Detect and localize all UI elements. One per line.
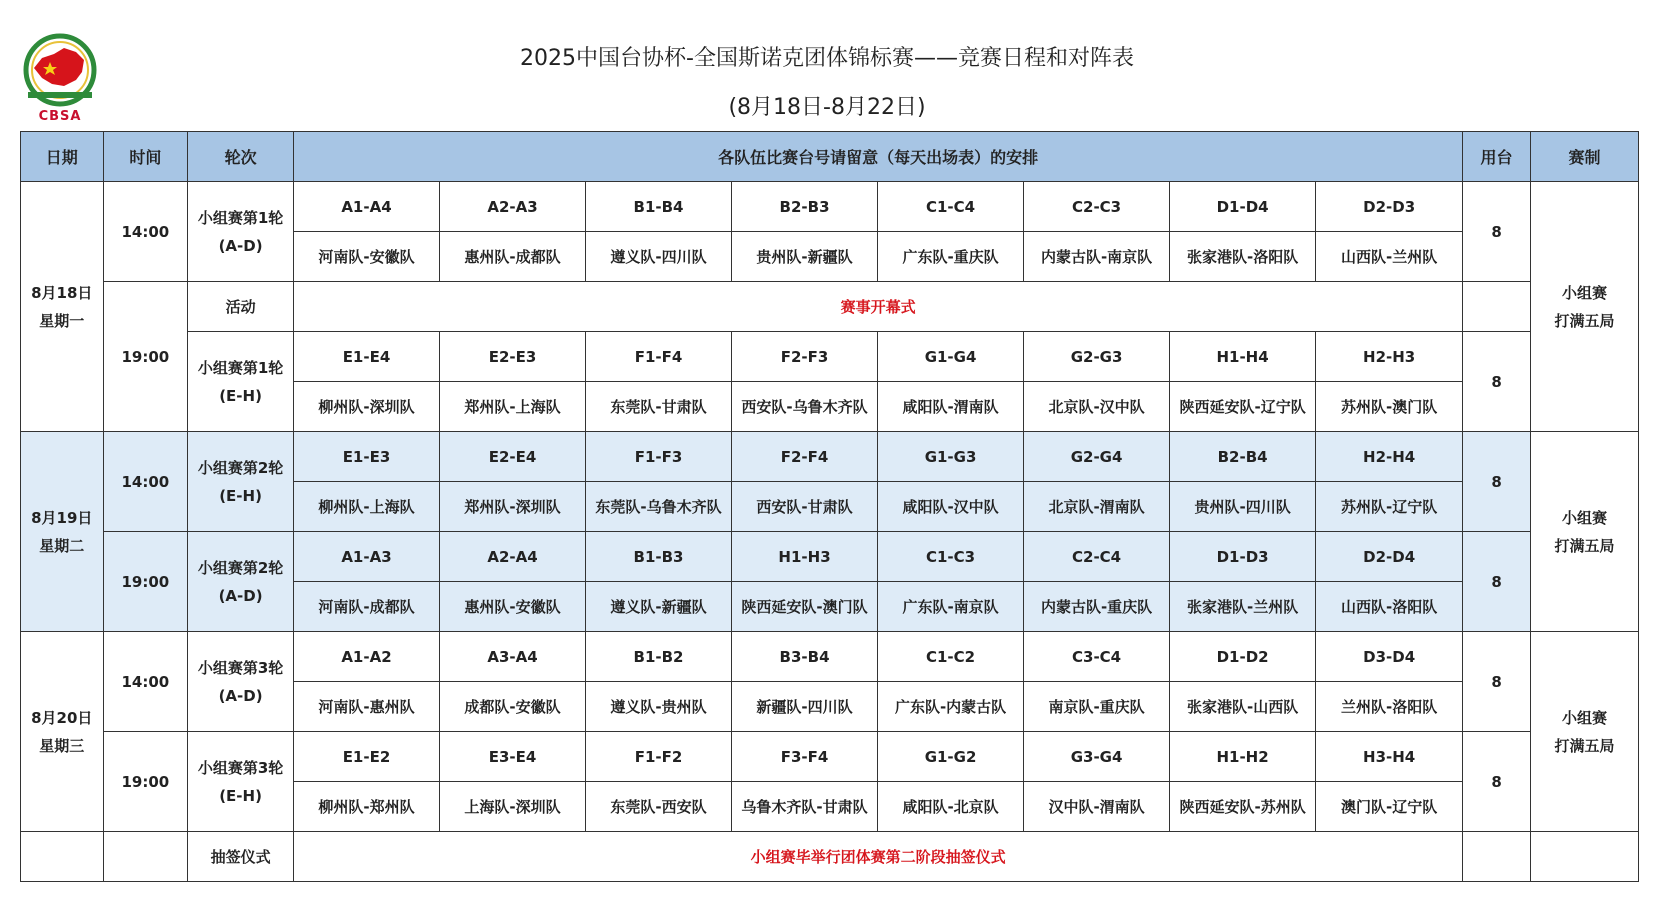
logo-text: CBSA (38, 109, 82, 124)
match-code: C3-C4 (1024, 632, 1170, 682)
day3-session1-groups: (A-D) (218, 686, 263, 705)
match-code: B1-B2 (586, 632, 732, 682)
day1-session2-codes-row (21, 332, 1639, 382)
col-header-arrangement: 各队伍比赛台号请留意（每天出场表）的安排 (293, 132, 1462, 182)
match-teams: 贵州队-四川队 (1170, 482, 1316, 532)
draw-date-cell (21, 832, 104, 882)
match-teams: 遵义队-四川队 (586, 232, 732, 282)
day2-session2-tables: 8 (1463, 532, 1531, 632)
match-code: C1-C4 (878, 182, 1024, 232)
match-code: H1-H2 (1170, 732, 1316, 782)
match-code: D1-D4 (1170, 182, 1316, 232)
match-teams: 惠州队-成都队 (440, 232, 586, 282)
col-header-time: 时间 (103, 132, 188, 182)
match-code: F1-F2 (586, 732, 732, 782)
match-code: E3-E4 (440, 732, 586, 782)
match-teams: 西安队-甘肃队 (732, 482, 878, 532)
draw-tables-cell (1463, 832, 1531, 882)
day1-format-line1: 小组赛 (1561, 283, 1607, 302)
match-teams: 南京队-重庆队 (1024, 682, 1170, 732)
day3-session1-round: 小组赛第3轮 (197, 658, 284, 677)
match-code: B1-B4 (586, 182, 732, 232)
match-code: F1-F3 (586, 432, 732, 482)
match-code: D2-D4 (1316, 532, 1463, 582)
day2-weekday: 星期二 (39, 536, 85, 555)
day3-session2-round: 小组赛第3轮 (197, 758, 284, 777)
match-code: H3-H4 (1316, 732, 1463, 782)
day1-session2-tables: 8 (1463, 332, 1531, 432)
day2-session1-tables: 8 (1463, 432, 1531, 532)
match-code: G1-G3 (878, 432, 1024, 482)
match-teams: 山西队-兰州队 (1316, 232, 1463, 282)
day1-session1-round: 小组赛第1轮 (197, 208, 284, 227)
day2-session2-round-cell (188, 532, 294, 632)
day2-date: 8月19日 (31, 508, 93, 527)
day1-date-cell (21, 182, 104, 432)
match-code: E2-E3 (440, 332, 586, 382)
day1-session1-groups: (A-D) (218, 236, 263, 255)
match-code: B1-B3 (586, 532, 732, 582)
match-code: E1-E2 (293, 732, 439, 782)
draw-ceremony-row (21, 832, 1639, 882)
match-teams: 西安队-乌鲁木齐队 (732, 382, 878, 432)
draw-format-cell (1530, 832, 1638, 882)
day2-session2-groups: (A-D) (218, 586, 263, 605)
match-teams: 陕西延安队-苏州队 (1170, 782, 1316, 832)
match-teams: 内蒙古队-重庆队 (1024, 582, 1170, 632)
match-code: A1-A4 (293, 182, 439, 232)
day3-format-line2: 打满五局 (1554, 736, 1615, 755)
day3-session2-tables: 8 (1463, 732, 1531, 832)
match-code: F3-F4 (732, 732, 878, 782)
match-teams: 北京队-渭南队 (1024, 482, 1170, 532)
day1-format-cell (1530, 182, 1638, 432)
match-teams: 广东队-南京队 (878, 582, 1024, 632)
match-code: A1-A3 (293, 532, 439, 582)
match-teams: 河南队-安徽队 (293, 232, 439, 282)
match-teams: 澳门队-辽宁队 (1316, 782, 1463, 832)
day3-session2-round-cell (188, 732, 294, 832)
match-code: C2-C3 (1024, 182, 1170, 232)
match-teams: 兰州队-洛阳队 (1316, 682, 1463, 732)
day3-date: 8月20日 (31, 708, 93, 727)
day2-session2-codes-row (21, 532, 1639, 582)
day3-weekday: 星期三 (39, 736, 85, 755)
header-row (21, 132, 1639, 182)
day1-session1-time: 14:00 (103, 182, 188, 282)
opening-ceremony-text: 赛事开幕式 (293, 282, 1462, 332)
draw-time-cell (103, 832, 188, 882)
day1-session2-round: 小组赛第1轮 (197, 358, 284, 377)
match-code: C2-C4 (1024, 532, 1170, 582)
match-teams: 汉中队-渭南队 (1024, 782, 1170, 832)
day3-session1-time: 14:00 (103, 632, 188, 732)
match-code: G1-G2 (878, 732, 1024, 782)
day1-date: 8月18日 (31, 283, 93, 302)
col-header-format: 赛制 (1530, 132, 1638, 182)
match-code: B2-B3 (732, 182, 878, 232)
match-teams: 柳州队-上海队 (293, 482, 439, 532)
match-code: G3-G4 (1024, 732, 1170, 782)
day2-session2-round: 小组赛第2轮 (197, 558, 284, 577)
day1-weekday: 星期一 (39, 311, 85, 330)
day2-session2-time: 19:00 (103, 532, 188, 632)
match-code: E2-E4 (440, 432, 586, 482)
day1-activity-row (21, 282, 1639, 332)
match-teams: 成都队-安徽队 (440, 682, 586, 732)
match-code: E1-E3 (293, 432, 439, 482)
day2-date-cell (21, 432, 104, 632)
match-code: D1-D3 (1170, 532, 1316, 582)
match-teams: 咸阳队-汉中队 (878, 482, 1024, 532)
match-code: H1-H3 (732, 532, 878, 582)
match-code: H1-H4 (1170, 332, 1316, 382)
match-code: D2-D3 (1316, 182, 1463, 232)
match-teams: 郑州队-深圳队 (440, 482, 586, 532)
match-code: F2-F3 (732, 332, 878, 382)
match-code: A2-A3 (440, 182, 586, 232)
match-teams: 上海队-深圳队 (440, 782, 586, 832)
match-code: H2-H4 (1316, 432, 1463, 482)
match-code: B3-B4 (732, 632, 878, 682)
day3-format-line1: 小组赛 (1561, 708, 1607, 727)
day2-session1-time: 14:00 (103, 432, 188, 532)
match-teams: 咸阳队-渭南队 (878, 382, 1024, 432)
day3-session2-groups: (E-H) (219, 786, 262, 805)
match-code: A3-A4 (440, 632, 586, 682)
match-code: C1-C3 (878, 532, 1024, 582)
day1-session1-tables: 8 (1463, 182, 1531, 282)
day1-activity-tables (1463, 282, 1531, 332)
day2-session1-codes-row (21, 432, 1639, 482)
match-teams: 陕西延安队-辽宁队 (1170, 382, 1316, 432)
day1-session2-round-cell (188, 332, 294, 432)
match-teams: 柳州队-深圳队 (293, 382, 439, 432)
match-teams: 张家港队-洛阳队 (1170, 232, 1316, 282)
match-code: G2-G3 (1024, 332, 1170, 382)
match-teams: 北京队-汉中队 (1024, 382, 1170, 432)
match-teams: 柳州队-郑州队 (293, 782, 439, 832)
day2-session1-round: 小组赛第2轮 (197, 458, 284, 477)
match-teams: 东莞队-甘肃队 (586, 382, 732, 432)
schedule-table (20, 131, 1639, 882)
match-teams: 新疆队-四川队 (732, 682, 878, 732)
match-teams: 山西队-洛阳队 (1316, 582, 1463, 632)
day1-activity-label: 活动 (188, 282, 294, 332)
page-title: 2025中国台协杯-全国斯诺克团体锦标赛——竞赛日程和对阵表 (520, 46, 1134, 71)
match-teams: 乌鲁木齐队-甘肃队 (732, 782, 878, 832)
match-teams: 广东队-重庆队 (878, 232, 1024, 282)
match-code: G2-G4 (1024, 432, 1170, 482)
col-header-tables: 用台 (1463, 132, 1531, 182)
match-code: H2-H3 (1316, 332, 1463, 382)
match-teams: 遵义队-贵州队 (586, 682, 732, 732)
match-teams: 东莞队-乌鲁木齐队 (586, 482, 732, 532)
match-teams: 广东队-内蒙古队 (878, 682, 1024, 732)
match-code: F1-F4 (586, 332, 732, 382)
day2-session1-groups: (E-H) (219, 486, 262, 505)
match-code: D3-D4 (1316, 632, 1463, 682)
match-teams: 苏州队-辽宁队 (1316, 482, 1463, 532)
match-teams: 河南队-成都队 (293, 582, 439, 632)
day3-session1-codes-row (21, 632, 1639, 682)
page-subtitle: (8月18日-8月22日) (728, 95, 926, 120)
col-header-date: 日期 (21, 132, 104, 182)
match-code: F2-F4 (732, 432, 878, 482)
match-teams: 内蒙古队-南京队 (1024, 232, 1170, 282)
day3-date-cell (21, 632, 104, 832)
match-code: E1-E4 (293, 332, 439, 382)
day1-session1-codes-row (21, 182, 1639, 232)
day3-session2-codes-row (21, 732, 1639, 782)
match-teams: 贵州队-新疆队 (732, 232, 878, 282)
day1-session2-groups: (E-H) (219, 386, 262, 405)
draw-label: 抽签仪式 (188, 832, 294, 882)
match-teams: 郑州队-上海队 (440, 382, 586, 432)
day2-format-line2: 打满五局 (1554, 536, 1615, 555)
match-teams: 张家港队-兰州队 (1170, 582, 1316, 632)
day3-session2-time: 19:00 (103, 732, 188, 832)
day1-session1-round-cell (188, 182, 294, 282)
match-teams: 惠州队-安徽队 (440, 582, 586, 632)
day1-format-line2: 打满五局 (1554, 311, 1615, 330)
match-code: A2-A4 (440, 532, 586, 582)
match-code: D1-D2 (1170, 632, 1316, 682)
day2-session1-round-cell (188, 432, 294, 532)
match-code: G1-G4 (878, 332, 1024, 382)
day1-session2-time: 19:00 (103, 282, 188, 432)
day3-session1-tables: 8 (1463, 632, 1531, 732)
day2-format-cell (1530, 432, 1638, 632)
day3-format-cell (1530, 632, 1638, 832)
match-code: A1-A2 (293, 632, 439, 682)
match-teams: 苏州队-澳门队 (1316, 382, 1463, 432)
match-teams: 陕西延安队-澳门队 (732, 582, 878, 632)
match-code: C1-C2 (878, 632, 1024, 682)
match-teams: 河南队-惠州队 (293, 682, 439, 732)
match-teams: 东莞队-西安队 (586, 782, 732, 832)
day3-session1-round-cell (188, 632, 294, 732)
match-teams: 咸阳队-北京队 (878, 782, 1024, 832)
match-teams: 遵义队-新疆队 (586, 582, 732, 632)
draw-ceremony-text: 小组赛毕举行团体赛第二阶段抽签仪式 (293, 832, 1462, 882)
match-code: B2-B4 (1170, 432, 1316, 482)
match-teams: 张家港队-山西队 (1170, 682, 1316, 732)
col-header-round: 轮次 (188, 132, 294, 182)
day2-format-line1: 小组赛 (1561, 508, 1607, 527)
